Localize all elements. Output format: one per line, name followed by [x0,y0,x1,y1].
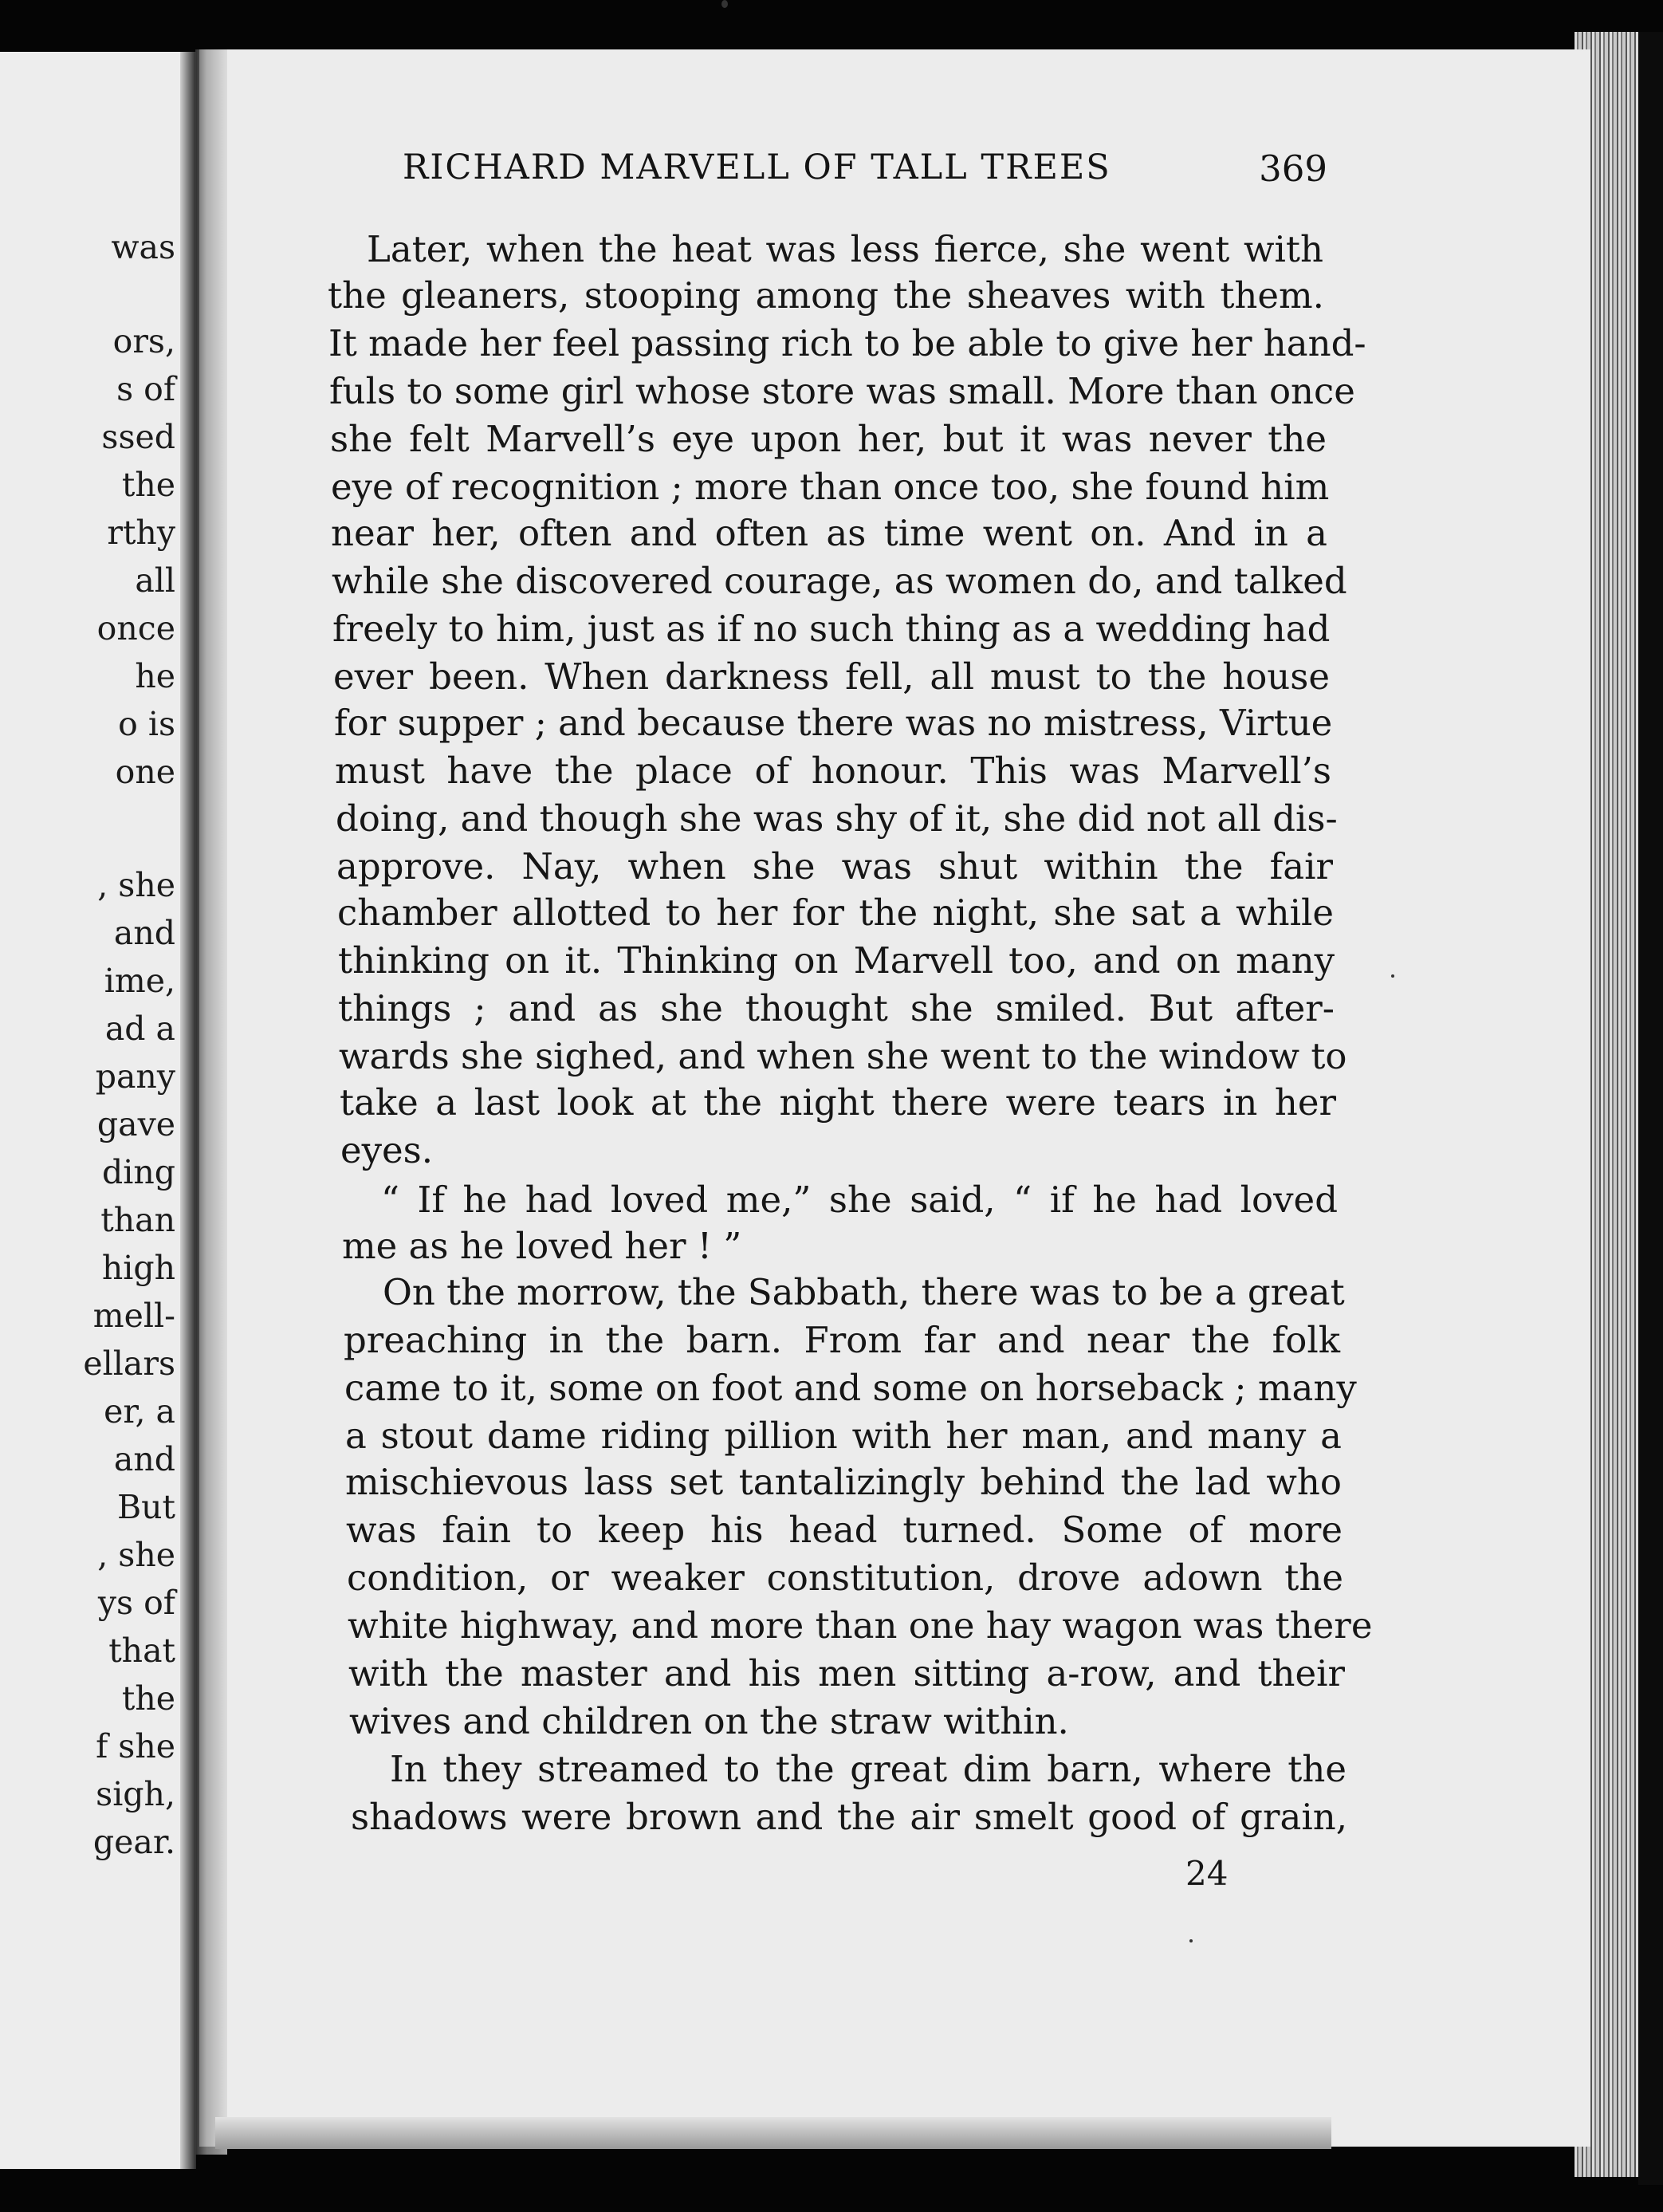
text-line: It made her feel passing rich to be able to give her hand- [328,322,1366,364]
left-page-fragment: s of [116,370,175,408]
left-page-fragment: But [116,1488,175,1526]
left-page-text [0,52,185,2169]
left-page-fragment: mell- [92,1297,175,1335]
text-line: Later, when the heat was less fierce, she went with [367,228,1323,270]
left-page-fragment: ssed [101,418,175,456]
left-page-fragment: that [108,1631,175,1670]
text-line: the gleaners, stooping among the sheaves with them. [328,274,1324,317]
left-page-fragment: gear. [92,1823,175,1861]
text-line: On the morrow, the Sabbath, there was to be a great [383,1271,1345,1313]
text-line: came to it, some on foot and some on horseback ; many [344,1367,1357,1409]
text-line: eyes. [340,1129,434,1171]
left-page-fragment: gave [96,1105,175,1143]
background-shadow [1638,32,1663,2185]
left-page-fragment: the [121,466,175,504]
left-page-fragment: than [100,1201,175,1239]
left-page-fragment: er, a [104,1392,175,1431]
left-page-fragment: one [115,753,175,791]
text-line: white highway, and more than one hay wagon was there [348,1604,1373,1647]
page-binding-shadow [195,49,227,2155]
running-title: RICHARD MARVELL OF TALL TREES [403,148,1111,187]
left-page-fragment: rthy [107,514,175,552]
dust-speck [1189,1939,1193,1942]
text-line: wards she sighed, and when she went to the window to [339,1035,1347,1077]
text-line: ever been. When darkness fell, all must to the house [333,655,1330,698]
text-line: for supper ; and because there was no mistress, Virtue [334,702,1333,744]
text-line: must have the place of honour. This was Marvell’s [335,750,1331,792]
left-page-fragment: ys of [97,1584,175,1622]
left-page-fragment: ime, [104,962,175,1000]
text-line: eye of recognition ; more than once too, she found him [331,466,1330,508]
left-page-fragment: once [96,609,175,647]
text-line: things ; and as she thought she smiled. But after- [338,987,1335,1029]
running-head [403,148,1327,195]
left-page-fragment: , she [97,1536,175,1574]
text-line: was fain to keep his head turned. Some of more [346,1509,1343,1551]
text-line: near her, often and often as time went on. And in a [331,512,1327,554]
signature-mark: 24 [1185,1854,1229,1893]
text-line: fuls to some girl whose store was small. More than once [329,370,1355,412]
text-line: she felt Marvell’s eye upon her, but it was never the [330,418,1327,460]
text-line: freely to him, just as if no such thing as a wedding had [332,608,1331,650]
text-line: mischievous lass set tantalizingly behind the lad who [345,1461,1342,1503]
left-page-fragment: was [111,228,175,266]
text-line: doing, and though she was shy of it, she did not all dis- [336,797,1338,840]
text-line: wives and children on the straw within. [349,1700,1069,1742]
left-page-fragment: pany [95,1057,175,1096]
text-line: In they streamed to the great dim barn, where the [390,1748,1347,1790]
text-line: preaching in the barn. From far and near the folk [344,1319,1340,1361]
text-line: condition, or weaker constitution, drove adown the [347,1557,1343,1599]
page-bottom-edge [215,2117,1331,2149]
text-line: take a last look at the night there were tears in her [340,1081,1336,1124]
left-page-fragment: ellars [83,1344,175,1383]
text-line: with the master and his men sitting a-row, and their [348,1652,1345,1694]
left-facing-page [0,52,185,2169]
text-line: shadows were brown and the air smelt good of grain, [351,1796,1347,1838]
left-page-fragment: he [135,657,175,695]
left-page-fragment: f she [96,1727,175,1765]
left-page-fragment: high [101,1249,175,1287]
text-line: thinking on it. Thinking on Marvell too, and on many [338,939,1335,982]
dust-speck [721,0,728,8]
text-line: approve. Nay, when she was shut within the fair [336,845,1333,888]
page-number: 369 [1259,148,1327,190]
left-page-fragment: the [121,1679,175,1718]
left-page-fragment: o is [118,705,175,743]
left-page-fragment: ad a [104,1010,175,1048]
left-page-fragment: all [135,561,175,600]
left-page-fragment: and [113,914,175,952]
text-line: while she discovered courage, as women do, and talked [332,560,1347,602]
left-page-fragment: ors, [112,322,175,360]
book-gutter [180,52,196,2169]
text-line: “ If he had loved me,” she said, “ if he had loved [381,1179,1338,1221]
text-line: chamber allotted to her for the night, she sat a while [337,891,1334,934]
left-page-fragment: and [113,1440,175,1478]
left-page-fragment: , she [97,866,175,904]
left-page-fragment: sigh, [96,1775,175,1813]
text-line: me as he loved her ! ” [342,1225,742,1267]
text-line: a stout dame riding pillion with her man, and many a [345,1415,1342,1457]
dust-speck [1391,974,1394,978]
left-page-fragment: ding [101,1153,175,1191]
